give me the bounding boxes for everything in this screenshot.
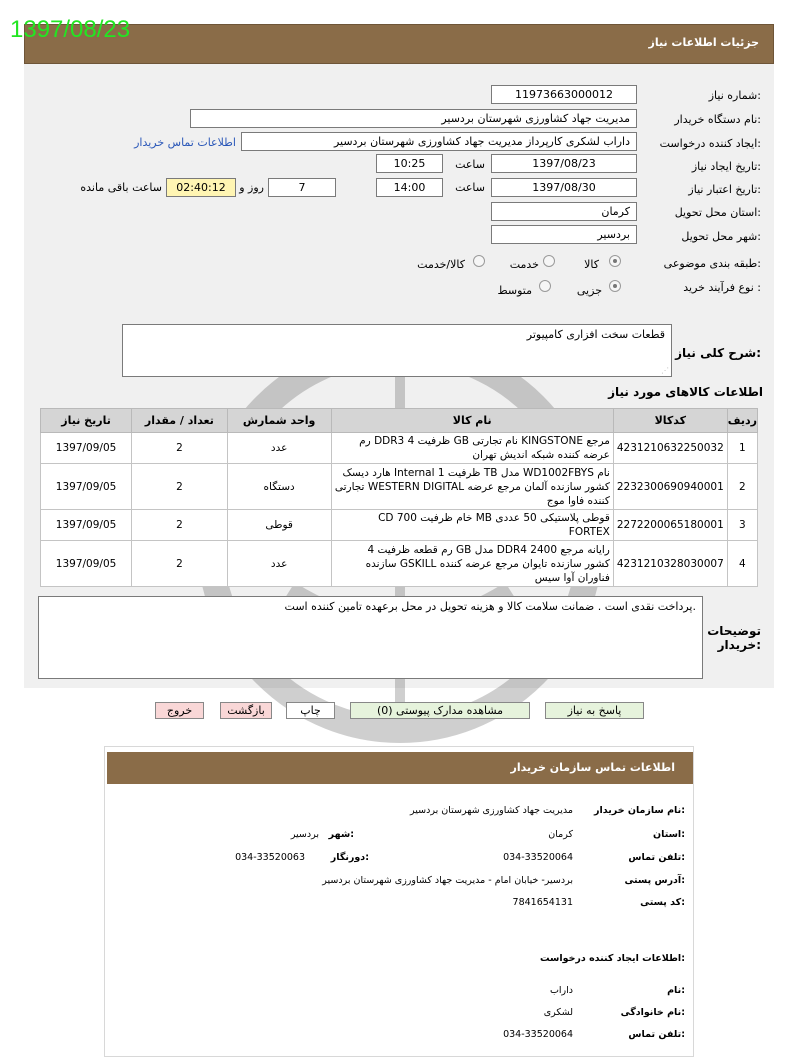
created-time-field: 10:25 <box>376 154 443 173</box>
remaining-time-field: 02:40:12 <box>166 178 236 197</box>
process-partial-radio[interactable] <box>609 280 621 292</box>
cell-name: CD خام ظرفیت 700 MB قوطی پلاستیکی 50 عددی FORTEX <box>331 510 613 541</box>
cell-name: هارد دیسک Internal ظرفیت 1 TB مدل WD1002FBYS نام تجارتی WESTERN DIGITAL کشور سازنده آلمان مرجع عرضه کننده فاوا موج <box>331 464 613 510</box>
last-name-label: نام خانوادگی: <box>620 1007 685 1018</box>
description-label: شرح کلی نیاز: <box>675 346 761 360</box>
buyer-notes-text: پرداخت نقدی است . ضمانت سلامت کالا و هزینه تحویل در محل برعهده تامین کننده است. <box>284 600 696 613</box>
cell-code: 2232300690940001 <box>613 464 727 510</box>
cell-date: 1397/09/05 <box>41 541 132 587</box>
col-row-number: ردیف <box>727 409 757 433</box>
page-title: جزئیات اطلاعات نیاز <box>648 36 759 49</box>
cell-name: رم DDR3 ظرفیت 4 GB نام تجارتی KINGSTONE مرجع عرضه کننده شبکه اندیش تهران <box>331 433 613 464</box>
address-value: بردسیر- خیابان امام - مدیریت جهاد کشاورزی شهرستان بردسیر <box>322 875 573 886</box>
items-table <box>40 408 758 587</box>
page-header <box>24 24 774 64</box>
creator-phone-label: تلفن تماس: <box>628 1029 685 1040</box>
col-item-code: کدکالا <box>613 409 727 433</box>
resize-grip-icon[interactable]: ⋰ <box>661 366 669 375</box>
table-row <box>41 433 758 464</box>
cell-code: 4231210632250032 <box>613 433 727 464</box>
cell-unit: عدد <box>227 541 331 587</box>
city-label: شهر محل تحویل: <box>681 230 761 243</box>
category-goods-service-radio[interactable] <box>473 255 485 267</box>
category-goods-label: کالا <box>584 258 599 271</box>
remaining-label: ساعت باقی مانده <box>80 181 162 194</box>
items-section-title: اطلاعات کالاهای مورد نیاز <box>608 385 763 399</box>
days-label: روز و <box>239 181 264 194</box>
creator-field: داراب لشکری کارپرداز مدیریت جهاد کشاورزی شهرستان بردسیر <box>241 132 637 151</box>
cell-date: 1397/09/05 <box>41 433 132 464</box>
first-name-label: نام: <box>667 985 685 996</box>
exit-button[interactable]: خروج <box>155 702 204 719</box>
fax-value: 034-33520063 <box>235 852 305 863</box>
cell-qty: 2 <box>132 510 228 541</box>
city-contact-label: شهر: <box>328 829 354 840</box>
province-contact-label: استان: <box>653 829 685 840</box>
process-label: نوع فرآیند خرید : <box>683 281 761 294</box>
table-row <box>41 464 758 510</box>
cell-qty: 2 <box>132 541 228 587</box>
first-name-value: داراب <box>549 985 573 996</box>
table-header-row <box>41 409 758 433</box>
validity-date-label: تاریخ اعتبار نیاز: <box>688 183 761 196</box>
contact-card-header <box>107 752 693 784</box>
cell-unit: قوطی <box>227 510 331 541</box>
print-button[interactable]: چاپ <box>286 702 335 719</box>
phone-value: 034-33520064 <box>503 852 573 863</box>
validity-date-field: 1397/08/30 <box>491 178 637 197</box>
creator-phone-value: 034-33520064 <box>503 1029 573 1040</box>
postal-value: 7841654131 <box>512 897 573 908</box>
validity-time-label: ساعت <box>455 181 485 194</box>
contact-card-title: اطلاعات تماس سازمان خریدار <box>510 761 675 774</box>
cell-qty: 2 <box>132 433 228 464</box>
city-contact-value: بردسیر <box>290 829 319 840</box>
created-time-label: ساعت <box>455 158 485 171</box>
reply-button[interactable]: پاسخ به نیاز <box>545 702 644 719</box>
cell-date: 1397/09/05 <box>41 464 132 510</box>
category-service-label: خدمت <box>509 258 539 271</box>
buyer-contact-link[interactable]: اطلاعات تماس خریدار <box>134 136 236 149</box>
postal-label: کد پستی: <box>640 897 685 908</box>
process-medium-radio[interactable] <box>539 280 551 292</box>
buyer-notes-label: توضیحات خریدار: <box>707 624 761 652</box>
category-goods-service-label: کالا/خدمت <box>417 258 465 271</box>
phone-label: تلفن تماس: <box>628 852 685 863</box>
org-label: نام سازمان خریدار: <box>594 805 685 816</box>
validity-time-field: 14:00 <box>376 178 443 197</box>
table-row <box>41 541 758 587</box>
cell-name: رم قطعه ظرفیت 4 GB مدل DDR4 2400 رایانه مرجع سازنده GSKILL کشور سازنده تایوان مرجع عرضه کننده فناوران آوا سیس <box>331 541 613 587</box>
buyer-field: مدیریت جهاد کشاورزی شهرستان بردسیر <box>190 109 637 128</box>
days-field: 7 <box>268 178 336 197</box>
creator-info-title: اطلاعات ایجاد کننده درخواست: <box>539 953 685 964</box>
col-item-name: نام کالا <box>331 409 613 433</box>
last-name-value: لشکری <box>543 1007 573 1018</box>
process-partial-label: جزیی <box>576 284 602 297</box>
org-value: مدیریت جهاد کشاورزی شهرستان بردسیر <box>410 805 573 816</box>
cell-date: 1397/09/05 <box>41 510 132 541</box>
cell-unit: عدد <box>227 433 331 464</box>
date-stamp: 1397/08/23 <box>10 16 131 43</box>
back-button[interactable]: بازگشت <box>220 702 272 719</box>
cell-code: 2272200065180001 <box>613 510 727 541</box>
fax-label: دورنگار: <box>330 852 369 863</box>
cell-row-number: 1 <box>727 433 757 464</box>
description-text: قطعات سخت افزاری کامپیوتر <box>526 328 665 341</box>
cell-qty: 2 <box>132 464 228 510</box>
creator-label: ایجاد کننده درخواست: <box>659 137 761 150</box>
need-number-field: 1197366300001​2 <box>491 85 637 104</box>
created-date-label: تاریخ ایجاد نیاز: <box>691 160 761 173</box>
created-date-field: 1397/08/23 <box>491 154 637 173</box>
col-quantity: تعداد / مقدار <box>132 409 228 433</box>
need-number-label: شماره نیاز: <box>708 89 761 102</box>
category-label: طبقه بندی موضوعی: <box>663 257 761 270</box>
process-medium-label: متوسط <box>497 284 532 297</box>
cell-row-number: 4 <box>727 541 757 587</box>
cell-unit: دستگاه <box>227 464 331 510</box>
description-box <box>122 324 672 377</box>
table-row <box>41 510 758 541</box>
city-field: بردسیر <box>491 225 637 244</box>
category-service-radio[interactable] <box>543 255 555 267</box>
province-field: کرمان <box>491 202 637 221</box>
cell-code: 4231210328030007 <box>613 541 727 587</box>
province-label: استان محل تحویل: <box>674 206 761 219</box>
col-need-date: تاریخ نیاز <box>41 409 132 433</box>
buyer-notes-box <box>38 596 703 679</box>
contact-card <box>104 746 694 1057</box>
province-contact-value: کرمان <box>548 829 573 840</box>
col-unit: واحد شمارش <box>227 409 331 433</box>
buyer-label: نام دستگاه خریدار: <box>674 113 761 126</box>
category-goods-radio[interactable] <box>609 255 621 267</box>
attachments-button[interactable]: مشاهده مدارک پیوستی (0) <box>350 702 530 719</box>
address-label: آدرس پستی: <box>624 875 685 886</box>
cell-row-number: 2 <box>727 464 757 510</box>
cell-row-number: 3 <box>727 510 757 541</box>
